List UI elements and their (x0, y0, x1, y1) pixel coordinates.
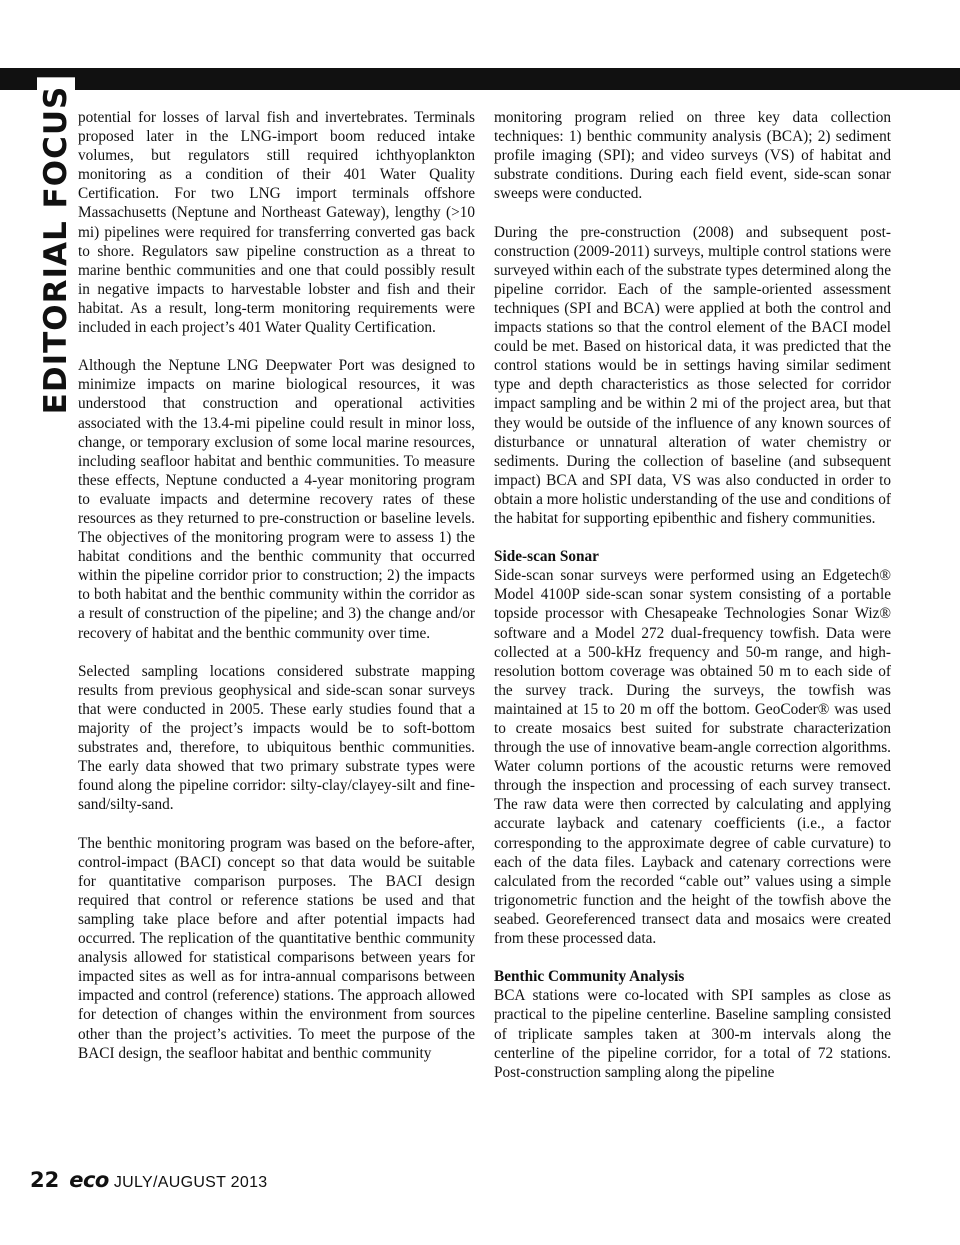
body-paragraph: BCA stations were co-located with SPI samples as close as practical to the pipeline centerline. Baseline sampling consisted of triplicate samples taken at 300-m intervals along the centerline of the pipeline corridor, for a total of 72 stations. Post-construction sampling along the pipeline (494, 987, 891, 1081)
right-column (494, 108, 891, 1101)
body-paragraph: potential for losses of larval fish and invertebrates. Terminals proposed later in the LNG-import boom reduced intake volumes, but regulators still required ichthyoplankton monitoring as a condition of their 401 Water Quality Certification. For two LNG import terminals offshore Massachusetts (Neptune and Northeast Gateway), lengthy (>10 mi) pipelines were required for transferring converted gas back to shore. Regulators saw pipeline construction as a threat to marine benthic communities and one that could possibly result in negative impacts to harvestable lobster and fish and their habitat. As a result, long-term monitoring requirements were included in each project’s 401 Water Quality Certification. (78, 109, 475, 337)
header-rule (0, 68, 960, 90)
body-paragraph: monitoring program relied on three key data collection techniques: 1) benthic community analysis (BCA); 2) sediment profile imaging (SPI); and video surveys (VS) of habitat and substrate conditions. During each field event, side-scan sonar sweeps were conducted. (494, 109, 891, 203)
page-number: 22 (30, 1168, 60, 1192)
body-paragraph: The benthic monitoring program was based on the before-after, control-impact (BACI) concept so that data would be suitable for quantitative comparison purposes. The BACI design required that control or reference stations be used and that sampling take place before and after potential impacts had occurred. The replication of the quantitative benthic community analysis allowed for statistical comparisons between years for impacted sites as well as for intra-annual comparisons between impacted and control (reference) stations. The approach allowed for detection of changes within the environment from sources other than the project’s activities. To meet the purpose of the BACI design, the seafloor habitat and benthic community (78, 834, 475, 1062)
benthic-heading: Benthic Community Analysis (494, 968, 685, 986)
magazine-logo: eco (69, 1168, 109, 1192)
body-paragraph: During the pre-construction (2008) and subsequent post-construction (2009-2011) surveys, multiple control stations were surveyed within each of the substrate types determined along the pipeline corridor. Each of the sample-oriented assessment techniques (SPI and BCA) were applied at both the control and impacts stations so that the control element of the BACI model could be met. Based on historical data, it was predicted that the control stations would be in settings having similar sediment type and depth characteristics as those selected for corridor impact sampling and be within 2 mi of the project area, but that they would be outside of the influence of any known sources of disturbance or unnatural alteration of water chemistry or sediments. During the collection of baseline (and subsequent impact) BCA and SPI data, VS was also conducted in order to obtain a more holistic understanding of the use and conditions of the habitat for supporting epibenthic and fishery communities. (494, 223, 891, 527)
body-paragraph: Selected sampling locations considered substrate mapping results from previous geophysical and side-scan sonar surveys that were conducted in 2005. These early studies found that a majority of the project’s impacts would be to soft-bottom substrates and, therefore, to ubiquitous benthic communities. The early data showed that two primary substrate types were found along the pipeline corridor: silty-clay/clayey-silt and fine-sand/silty-sand. (78, 662, 475, 814)
sidescan-heading: Side-scan Sonar (494, 548, 599, 566)
page-footer (30, 1168, 267, 1196)
body-paragraph: Side-scan sonar surveys were performed using an Edgetech® Model 4100P side-scan sonar system consisting of a portable topside processor with Chesapeake Technologies Sonar Wiz® software and a Model 272 dual-frequency towfish. Data were collected at a 500-kHz frequency and 50-m range, and high-resolution bottom coverage was obtained 50 m to each side of the survey track. During the surveys, the towfish was maintained at 15 to 20 m off the bottom. GeoCoder® was used to create mosaics best suited for substrate characterization through the use of innovative beam-angle correction algorithms. Water column portions of the acoustic returns were removed through the inspection and processing of each survey transect. The raw data were then corrected by calculating and applying accurate layback and catenary coefficients (i.e., a factor corresponding to the approximate degree of cable curvature) to each of the data files. Layback and catenary corrections were calculated from the recorded “cable out” values using a simple trigonometric function and the height of the towfish above the seabed. Georeferenced transect data and mosaics were created from these processed data. (494, 567, 891, 948)
body-paragraph: Although the Neptune LNG Deepwater Port was designed to minimize impacts on marine biological resources, it was understood that construction and operational activities associated with the 13.4-mi pipeline could result in minor loss, change, or temporary exclusion of some local marine resources, including seafloor habitat and benthic communities. To measure these effects, Neptune conducted a 4-year monitoring program to evaluate impacts and determine recovery rates of these resources as they returned to pre-construction or baseline levels. The objectives of the monitoring program were to assess 1) the habitat conditions and the benthic community that occurred within the pipeline corridor prior to construction; 2) the impacts to both habitat and the benthic community within the corridor as a result of construction of the pipeline; and 3) the change and/or recovery of habitat and the benthic community over time. (78, 357, 475, 642)
section-label: EDITORIAL FOCUS (37, 78, 75, 423)
left-column (78, 108, 475, 1082)
issue-date: JULY/AUGUST 2013 (113, 1174, 268, 1191)
